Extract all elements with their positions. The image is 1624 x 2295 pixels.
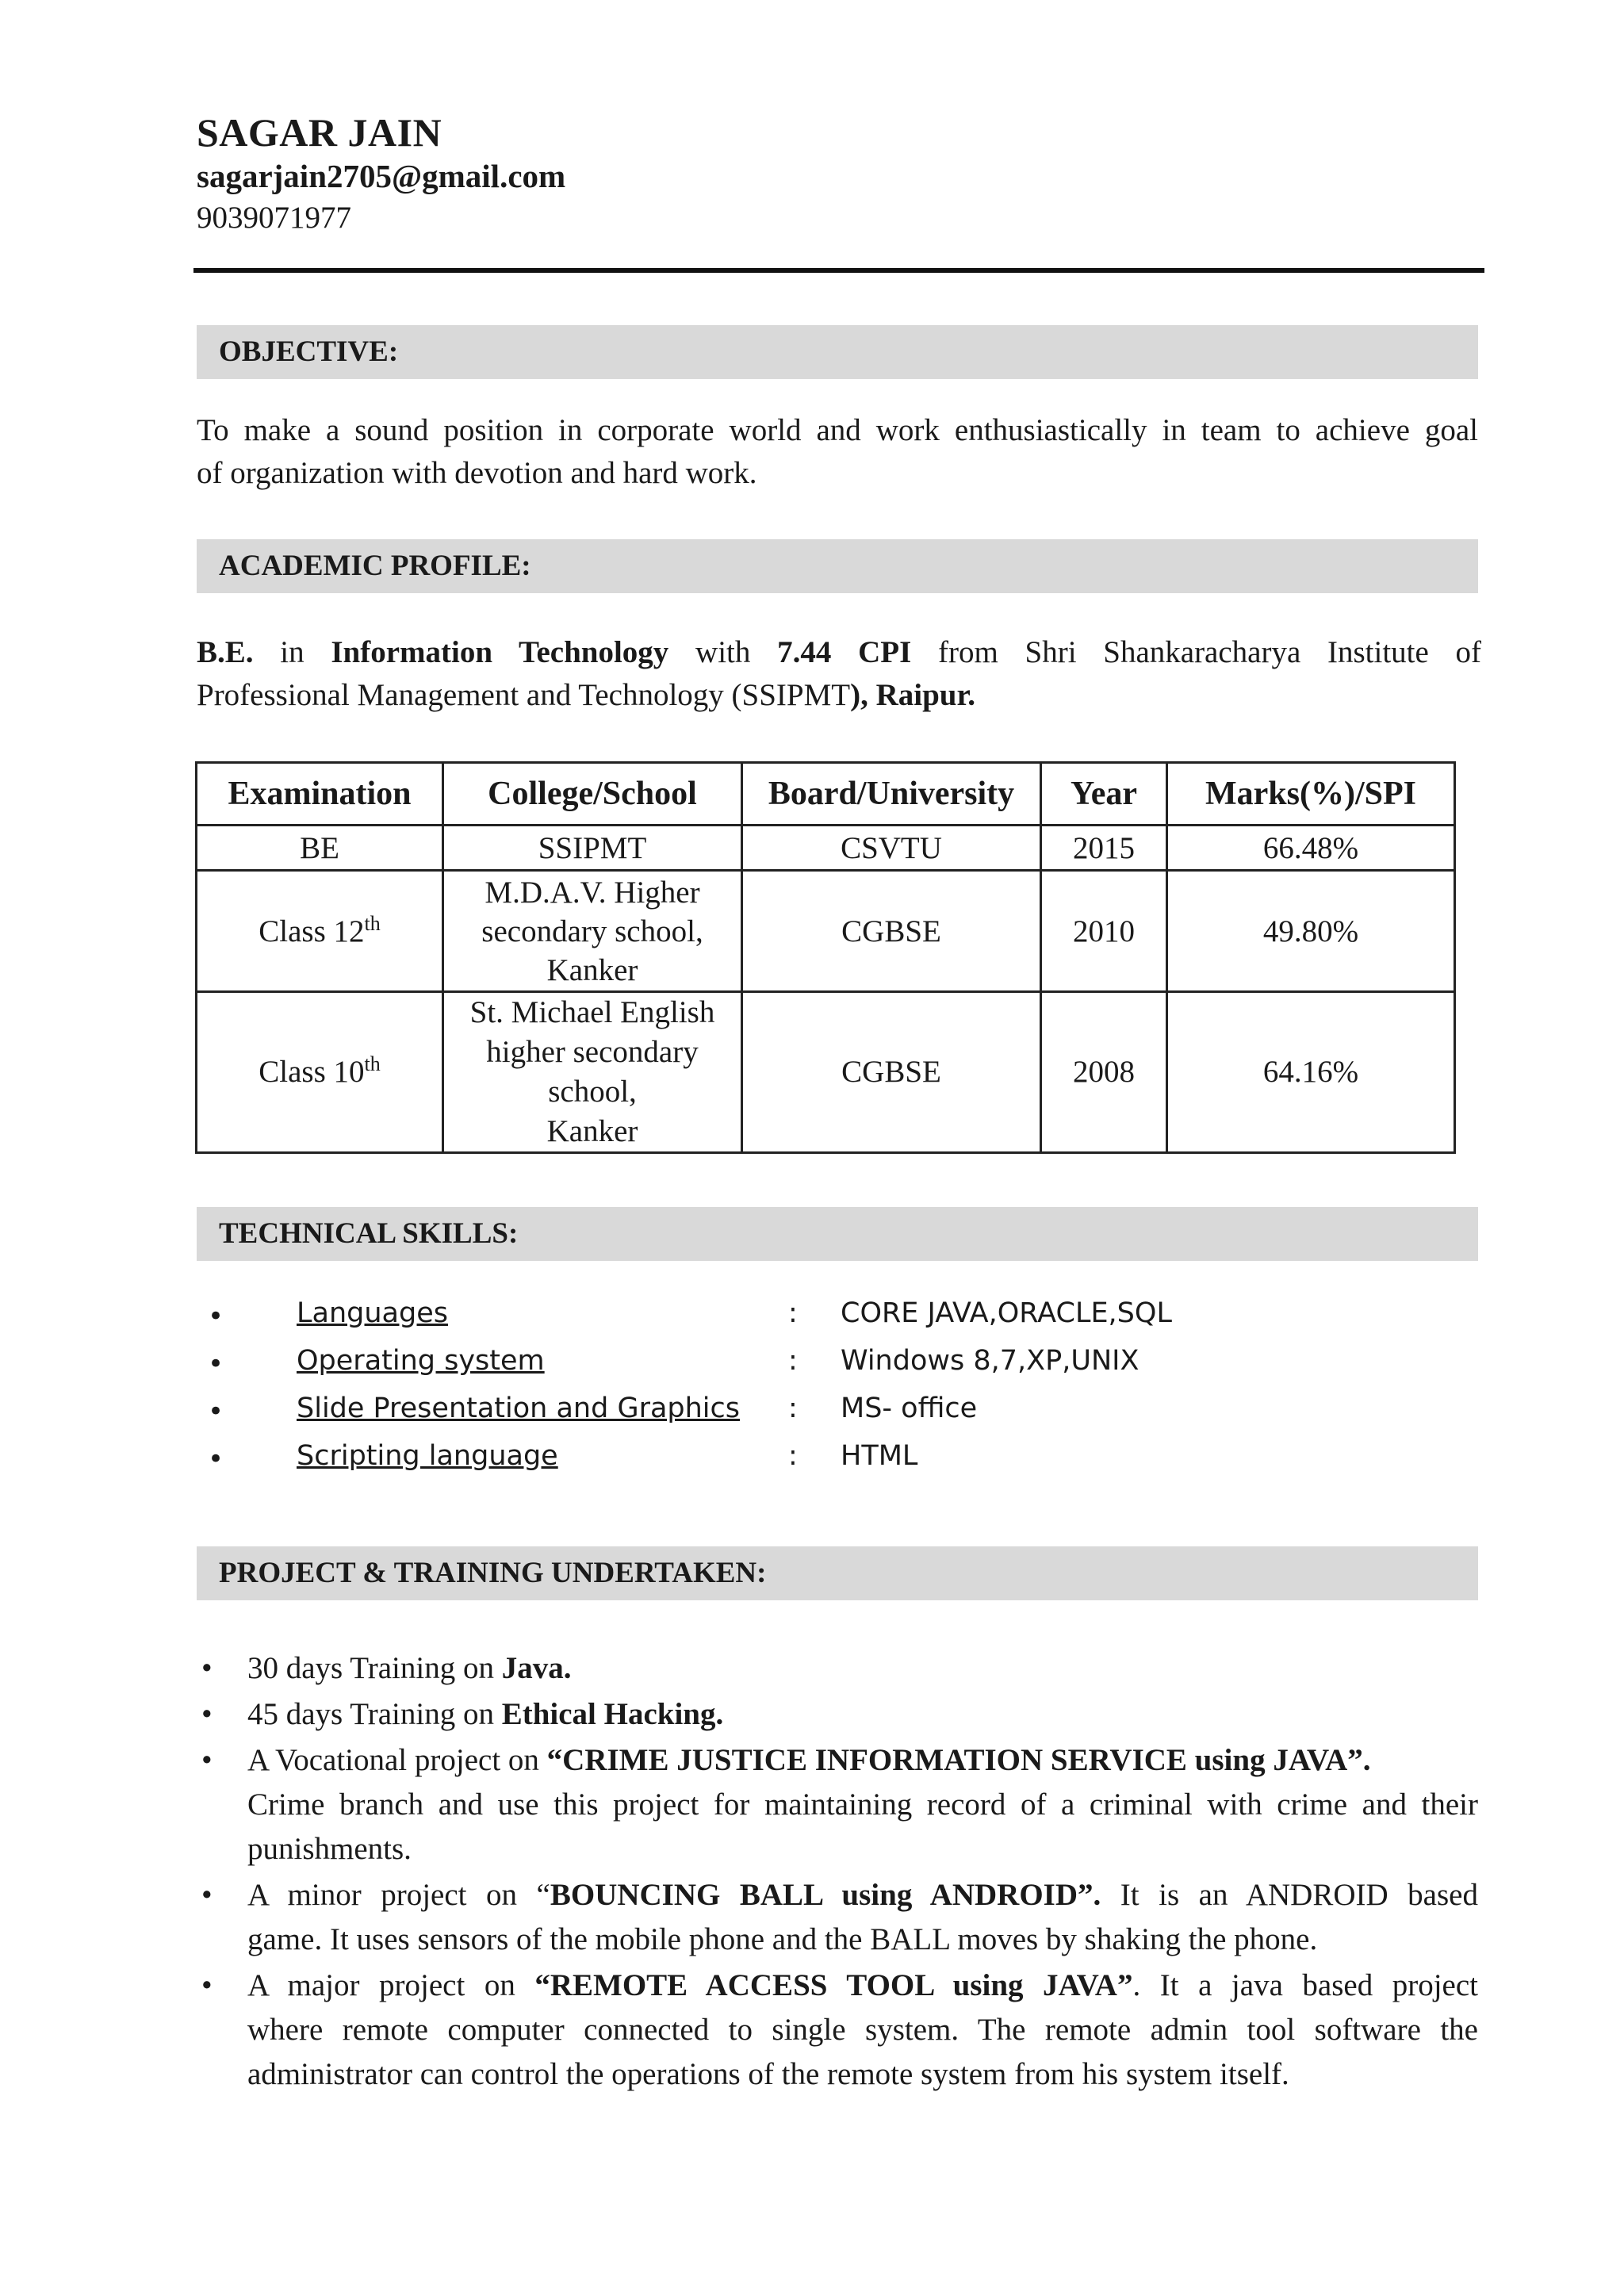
list-item <box>208 1393 1318 1437</box>
board-cell: CGBSE <box>742 992 1041 1153</box>
bullet-icon: • <box>208 1443 224 1475</box>
col-college: College/School <box>443 763 742 826</box>
with-word: with <box>695 635 751 669</box>
exam-text: Class 10 <box>259 1055 365 1089</box>
academic-table <box>195 761 1456 1154</box>
bullet-icon: • <box>208 1396 224 1427</box>
project-text: 30 days Training on <box>247 1651 502 1685</box>
list-item <box>197 1738 1478 1872</box>
college-line: Kanker <box>546 952 638 987</box>
year-cell: 2008 <box>1041 992 1167 1153</box>
list-item <box>208 1297 1318 1342</box>
marks-cell: 64.16% <box>1167 992 1455 1153</box>
project-line: administrator can control the operations of the remote system from his system itself. <box>247 2057 1289 2091</box>
candidate-phone: 9039071977 <box>197 201 351 235</box>
objective-text <box>197 409 1478 495</box>
college-cell <box>443 992 742 1153</box>
bullet-icon: • <box>201 1697 213 1731</box>
line2-start: Professional Management and Technology ( <box>197 678 742 712</box>
list-item <box>208 1440 1318 1485</box>
candidate-email: sagarjain2705@gmail.com <box>197 158 566 194</box>
college-cell: SSIPMT <box>443 826 742 871</box>
marks-cell: 49.80% <box>1167 871 1455 992</box>
from-text: from Shri Shankaracharya Institute of <box>937 635 1482 669</box>
academic-heading: ACADEMIC PROFILE: <box>197 539 1478 593</box>
project-bold: BOUNCING BALL using ANDROID”. <box>550 1878 1101 1912</box>
project-line: Crime branch and use this project for maintaining record of a criminal with crime and their <box>247 1787 1478 1822</box>
college-line: Kanker <box>546 1114 638 1148</box>
objective-heading: OBJECTIVE: <box>197 325 1478 379</box>
college-cell <box>443 871 742 992</box>
in-word: in <box>280 635 304 669</box>
list-item <box>197 1964 1478 2097</box>
project-text: A Vocational project on <box>247 1743 547 1777</box>
list-item <box>197 1692 1478 1737</box>
academic-summary-line-1 <box>197 631 1481 674</box>
project-bold: “REMOTE ACCESS TOOL using JAVA” <box>534 1968 1133 2002</box>
project-line: game. It uses sensors of the mobile phone and the BALL moves by shaking the phone. <box>247 1922 1318 1956</box>
year-cell: 2015 <box>1041 826 1167 871</box>
skill-label: Operating system <box>297 1345 545 1377</box>
project-line <box>247 1738 1478 1783</box>
exam-text: Class 12 <box>259 914 365 948</box>
projects-list <box>197 1646 1478 2098</box>
project-text: A major project on <box>247 1968 535 2002</box>
line2-end: . <box>967 678 975 712</box>
skill-separator: : <box>788 1297 798 1329</box>
project-bold: Ethical Hacking. <box>501 1697 724 1731</box>
skill-separator: : <box>788 1345 798 1377</box>
project-line: punishments. <box>247 1832 412 1866</box>
exam-sup: th <box>364 911 381 935</box>
board-cell: CGBSE <box>742 871 1041 992</box>
bullet-icon: • <box>201 1743 213 1777</box>
col-examination: Examination <box>197 763 443 826</box>
project-text: 45 days Training on <box>247 1697 502 1731</box>
list-item <box>197 1646 1478 1691</box>
college-line: secondary school, <box>481 914 703 948</box>
project-bold: “CRIME JUSTICE INFORMATION SERVICE using JAVA”. <box>546 1743 1371 1777</box>
field: Information Technology <box>331 635 669 669</box>
bullet-icon: • <box>201 1968 213 2002</box>
table-row <box>197 992 1455 1153</box>
college-line: M.D.A.V. Higher <box>485 875 700 910</box>
table-header-row <box>197 763 1455 826</box>
skill-separator: : <box>788 1440 798 1472</box>
list-item <box>197 1873 1478 1962</box>
project-line <box>247 1964 1478 2008</box>
project-line <box>247 1873 1478 1918</box>
project-text: A minor project on “ <box>247 1878 550 1912</box>
project-text: It is an ANDROID based <box>1101 1878 1478 1912</box>
skill-value: CORE JAVA,ORACLE,SQL <box>841 1297 1172 1329</box>
projects-heading: PROJECT & TRAINING UNDERTAKEN: <box>197 1546 1478 1600</box>
exam-cell: BE <box>197 826 443 871</box>
table-row <box>197 871 1455 992</box>
col-marks: Marks(%)/SPI <box>1167 763 1455 826</box>
skill-label: Scripting language <box>297 1440 558 1472</box>
academic-summary <box>197 631 1481 717</box>
degree: B.E. <box>197 635 254 669</box>
exam-sup: th <box>364 1052 381 1075</box>
exam-cell <box>197 992 443 1153</box>
year-cell: 2010 <box>1041 871 1167 992</box>
exam-cell <box>197 871 443 992</box>
college-line: St. Michael English <box>469 995 715 1029</box>
bullet-icon: • <box>201 1651 213 1685</box>
skill-value: MS- office <box>841 1393 978 1424</box>
col-board: Board/University <box>742 763 1041 826</box>
header-divider <box>193 268 1484 273</box>
abbrev: SSIPMT <box>741 678 851 712</box>
board-cell: CSVTU <box>742 826 1041 871</box>
cpi: 7.44 CPI <box>777 635 912 669</box>
skill-label: Languages <box>297 1297 448 1329</box>
project-line: where remote computer connected to single system. The remote admin tool software the <box>247 2013 1478 2047</box>
col-year: Year <box>1041 763 1167 826</box>
college-line: school, <box>548 1075 637 1109</box>
candidate-name: SAGAR JAIN <box>197 110 442 155</box>
skill-label: Slide Presentation and Graphics <box>297 1393 741 1424</box>
marks-cell: 66.48% <box>1167 826 1455 871</box>
bullet-icon: • <box>208 1348 224 1380</box>
objective-line-2: of organization with devotion and hard work. <box>197 456 757 490</box>
skill-value: Windows 8,7,XP,UNIX <box>841 1345 1139 1377</box>
bullet-icon: • <box>208 1301 224 1332</box>
line2-mid: ), Raipur <box>850 678 968 712</box>
table-row <box>197 826 1455 871</box>
college-line: higher secondary <box>486 1035 699 1069</box>
skill-separator: : <box>788 1393 798 1424</box>
academic-summary-line-2 <box>197 674 1481 717</box>
list-item <box>208 1345 1318 1389</box>
bullet-icon: • <box>201 1878 213 1912</box>
skills-heading: TECHNICAL SKILLS: <box>197 1207 1478 1261</box>
objective-line-1: To make a sound position in corporate world and work enthusiastically in team to achieve goal <box>197 413 1478 447</box>
skill-value: HTML <box>841 1440 918 1472</box>
project-bold: Java. <box>501 1651 572 1685</box>
project-text: . It a java based project <box>1132 1968 1478 2002</box>
